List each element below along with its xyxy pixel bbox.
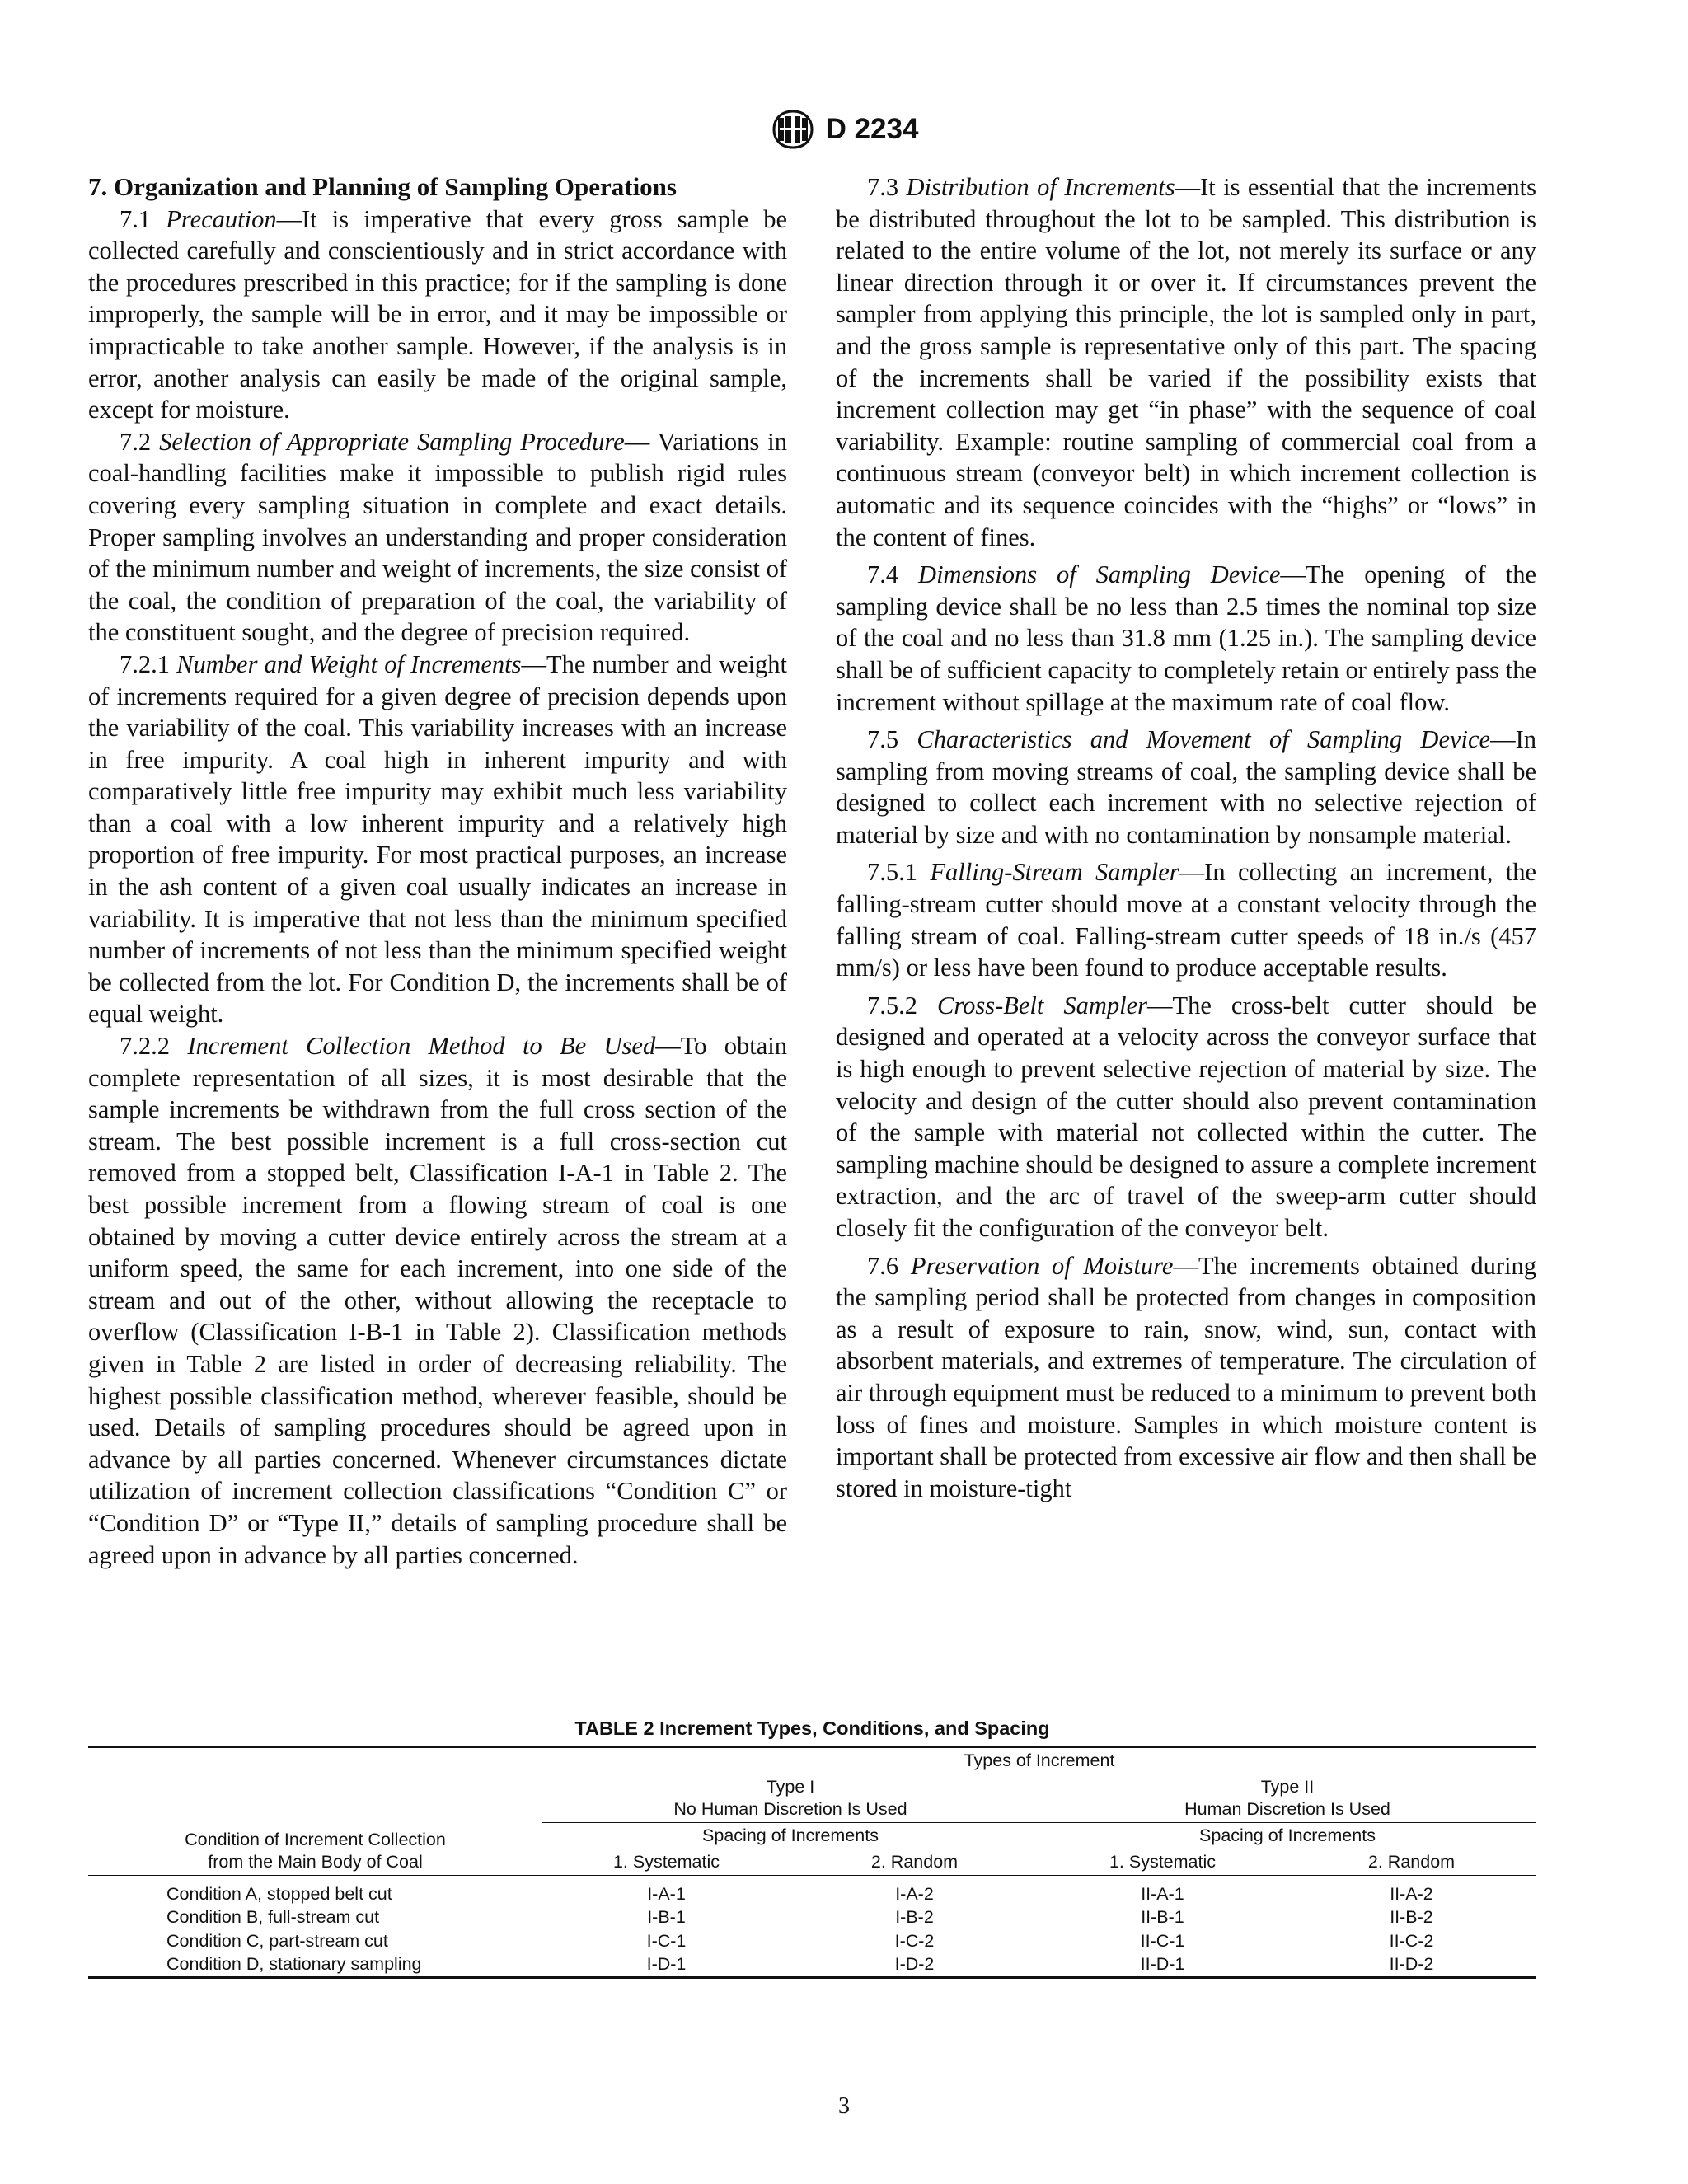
paragraph-7-6: 7.6 Preservation of Moisture—The increments obtained during the sampling period shall be protected from changes in composition as a result of exposure to rain, snow, wind, sun, contact with absorbent materials, and extremes of temperature. The circulation of air through equipment must be reduced to a minimum to prevent both loss of fines and moisture. Samples in which moisture content is important shall be protected from excessive air flow and then shall be stored in moisture-tight [836, 1251, 1537, 1502]
paragraph-7-1: 7.1 Precaution—It is imperative that every gross sample be collected carefully and conscientiously and in strict accordance with the procedures prescribed in this practice; for if the sampling is done improperly, the sample will be in error, and it may be impossible or impracticable to take another sample. However, if the analysis is in error, another analysis can easily be made of the original sample, except for moisture. [88, 204, 788, 424]
table-row [88, 1929, 1536, 1953]
sub-header-random-2: 2. Random [1287, 1849, 1536, 1876]
section-heading: 7. Organization and Planning of Sampling Operations [88, 172, 677, 201]
table-caption: TABLE 2 Increment Types, Conditions, and Spacing [574, 1718, 1050, 1739]
type-2-header: Type II Human Discretion Is Used [1039, 1774, 1536, 1823]
paragraph-7-2-2: 7.2.2 Increment Collection Method to Be Used—To obtain complete representation of all sizes, it is most desirable that the sample increments be withdrawn from the full cross section of the stream. The best possible increment is a full cross-section cut removed from a stopped belt, Classification I-A-1 in Table 2. The best possible increment from a flowing stream of coal is one obtained by moving a cutter device entirely across the stream at a uniform speed, the same for each increment, into one side of the stream and out of the other, without allowing the receptacle to overflow (Classification I-B-1 in Table 2). Classification methods given in Table 2 are listed in order of decreasing reliability. The highest possible classification method, wherever feasible, should be used. Details of sampling procedures should be agreed upon in advance by all parties concerned. Whenever circumstances dictate utilization of increment collection classifications “Condition C” or “Condition D” or “Type II,” details of sampling procedure shall be agreed upon in advance by all parties concerned. [88, 1032, 787, 1569]
code-cell: II-A-2 [1390, 1883, 1433, 1904]
condition-cell: Condition C, part-stream cut [166, 1930, 388, 1951]
code-cell: II-B-1 [1141, 1907, 1184, 1927]
table-2 [88, 1714, 1536, 1979]
increment-types-table [88, 1746, 1536, 1979]
condition-cell: Condition A, stopped belt cut [166, 1883, 392, 1904]
code-cell: I-A-1 [647, 1883, 686, 1904]
sub-header-systematic-2: 1. Systematic [1039, 1849, 1287, 1876]
code-cell: I-A-2 [895, 1883, 934, 1904]
spacing-header-type-2: Spacing of Increments [1039, 1823, 1536, 1849]
paragraph-7-4: 7.4 Dimensions of Sampling Device—The opening of the sampling device shall be no less than 2.5 times the nominal top size of the coal and no less than 31.8 mm (1.25 in.). The sampling device shall be of sufficient capacity to completely retain or entirely pass the increment without spillage at the maximum rate of coal flow. [836, 560, 1537, 716]
code-cell: II-D-2 [1287, 1952, 1536, 1977]
table-row [88, 1882, 1536, 1906]
condition-cell: Condition B, full-stream cut [166, 1907, 380, 1927]
code-cell: I-C-1 [646, 1930, 687, 1951]
astm-logo-icon [770, 109, 816, 150]
sub-header-random-1: 2. Random [790, 1849, 1039, 1876]
code-cell: I-D-1 [542, 1952, 790, 1977]
sub-header-systematic-1: 1. Systematic [542, 1849, 790, 1876]
paragraph-7-5-1: 7.5.1 Falling-Stream Sampler—In collecting an increment, the falling-stream cutter should move at a constant velocity through the falling stream of coal. Falling-stream cutter speeds of 18 in./s (457 mm/s) or less have been found to produce acceptable results. [836, 858, 1537, 982]
paragraph-7-5-2: 7.5.2 Cross-Belt Sampler—The cross-belt cutter should be designed and operated at a velocity across the conveyor surface that is high enough to prevent selective rejection of material by size. The velocity and design of the cutter should also prevent contamination of the sample with material not collected within the cutter. The sampling machine should be designed to assure a complete increment extraction, and the arc of travel of the sweep-arm cutter should closely fit the configuration of the conveyor belt. [836, 991, 1537, 1242]
paragraph-7-5: 7.5 Characteristics and Movement of Sampling Device—In sampling from moving streams of coal, the sampling device shall be designed to collect each increment with no selective rejection of material by size and with no contamination by nonsample material. [836, 725, 1536, 849]
code-cell: II-C-1 [1140, 1930, 1185, 1951]
right-column [836, 171, 1536, 1504]
condition-column-header: Condition of Increment Collection from the Main Body of Coal [185, 1830, 446, 1872]
table-row [88, 1952, 1536, 1977]
paragraph-7-3: 7.3 Distribution of Increments—It is essential that the increments be distributed throughout the lot to be sampled. This distribution is related to the entire volume of the lot, not merely its surface or any linear direction through it or over it. If circumstances prevent the sampler from applying this principle, the lot is sampled only in part, and the gross sample is representative only of this part. The spacing of the increments shall be varied if the possibility exists that increment collection may get “in phase” with the sequence of coal variability. Example: routine sampling of commercial coal from a continuous stream (conveyor belt) in which increment collection is automatic and its sequence coincides with the “highs” or “lows” in the content of fines. [836, 173, 1537, 551]
code-cell: II-B-2 [1390, 1907, 1433, 1927]
code-cell: I-C-2 [894, 1930, 935, 1951]
page-number: 3 [838, 2093, 850, 2119]
condition-cell: Condition D, stationary sampling [88, 1952, 542, 1977]
code-cell: II-D-1 [1039, 1952, 1287, 1977]
code-cell: I-B-1 [647, 1907, 686, 1927]
standard-designation: D 2234 [825, 113, 919, 145]
code-cell: II-A-1 [1141, 1883, 1184, 1904]
code-cell: I-B-2 [895, 1907, 934, 1927]
left-column [88, 171, 787, 1571]
paragraph-7-2: 7.2 Selection of Appropriate Sampling Procedure— Variations in coal-handling facilities make it impossible to publish rigid rules covering every sampling situation in complete and exact details. Proper sampling involves an understanding and proper consideration of the minimum number and weight of increments, the size consist of the coal, the condition of preparation of the coal, the variability of the constituent sought, and the degree of precision required. [88, 427, 788, 647]
code-cell: I-D-2 [790, 1952, 1039, 1977]
spacing-header-type-1: Spacing of Increments [542, 1823, 1039, 1849]
table-row [88, 1905, 1536, 1929]
page-header [0, 109, 1688, 150]
code-cell: II-C-2 [1389, 1930, 1434, 1951]
types-of-increment-header: Types of Increment [542, 1747, 1536, 1774]
paragraph-7-2-1: 7.2.1 Number and Weight of Increments—The number and weight of increments required for a given degree of precision depends upon the variability of the coal. This variability increases with an increase in free impurity. A coal high in inherent impurity and with comparatively little free impurity may exhibit much less variability than a coal with a low inherent impurity and a relatively high proportion of free impurity. For most practical purposes, an increase in the ash content of a given coal usually indicates an increase in variability. It is imperative that not less than the minimum specified number of increments of not less than the minimum specified weight be collected from the lot. For Condition D, the increments shall be of equal weight. [88, 649, 788, 1029]
type-1-header: Type I No Human Discretion Is Used [542, 1774, 1039, 1823]
